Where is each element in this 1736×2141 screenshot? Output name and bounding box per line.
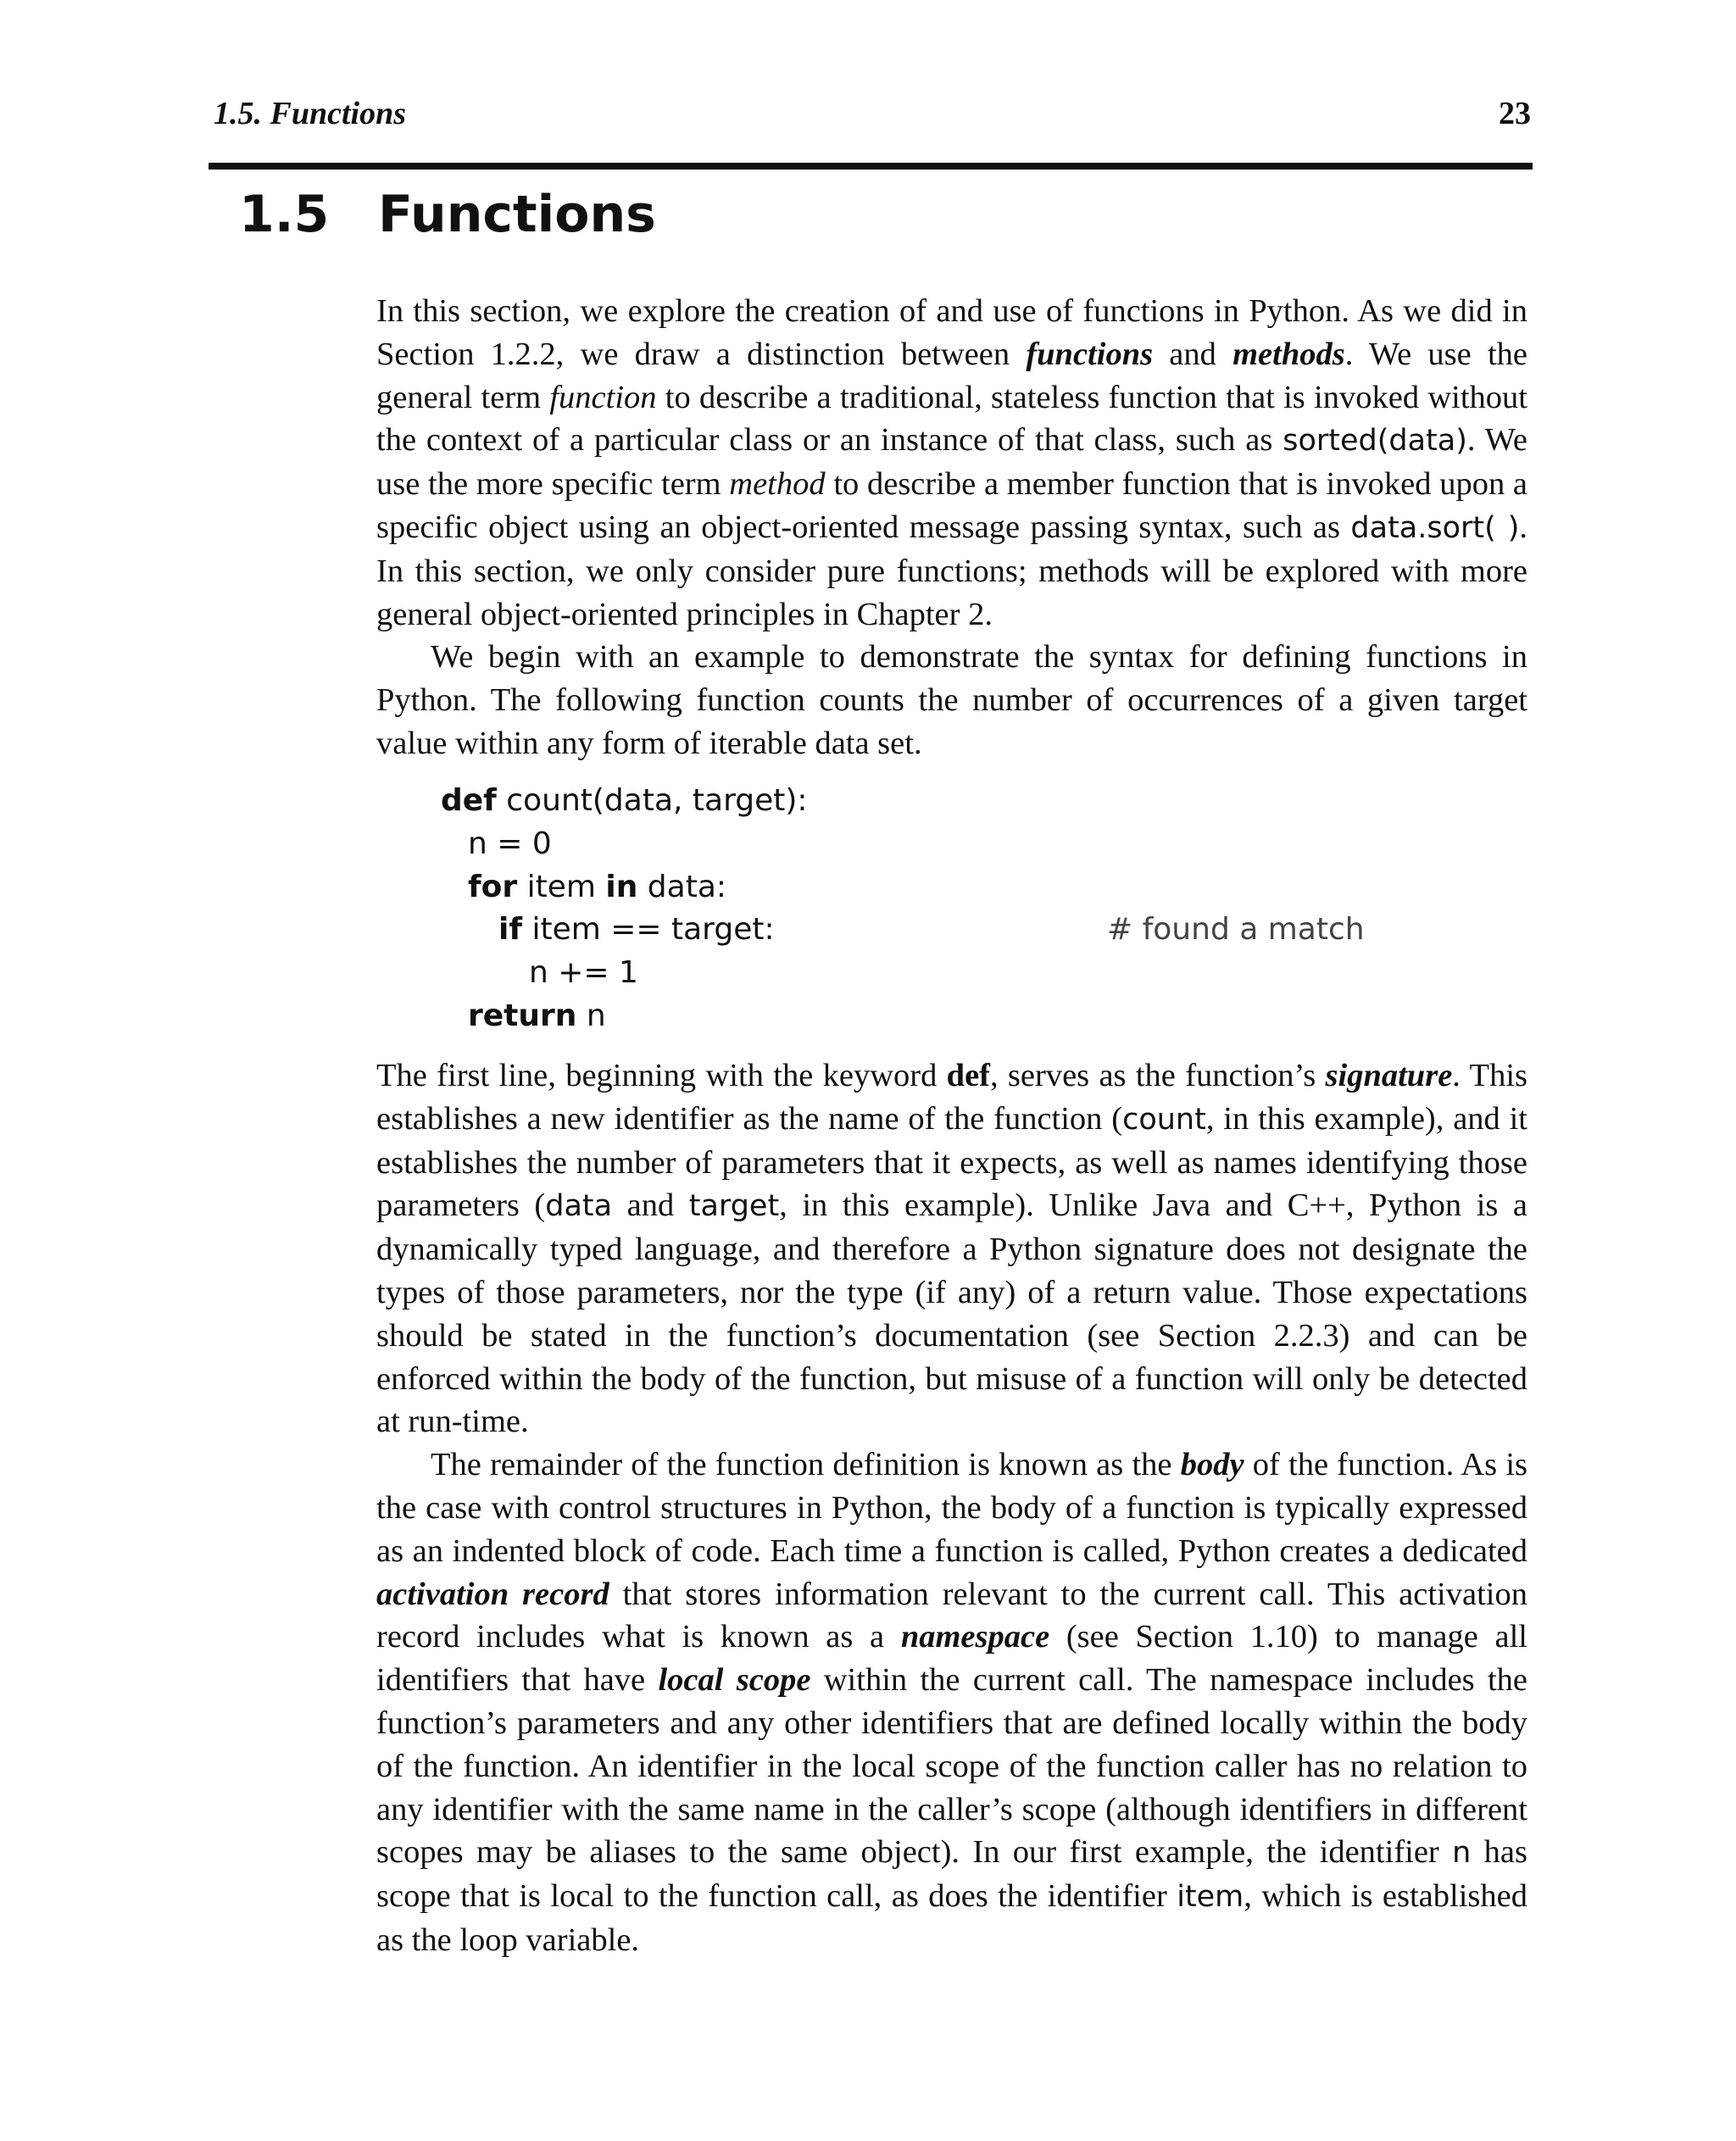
code-line-1: [441, 780, 1458, 823]
paragraph-1: [376, 290, 1527, 636]
section-number: 1.5: [239, 185, 330, 244]
code-text: count(data, target):: [496, 783, 808, 818]
code-line-5: [441, 952, 1458, 995]
text-run: The remainder of the function definition is known as the: [431, 1447, 1181, 1483]
text-run: . In this section, we only consider pure functions; methods will be explored with more general object-oriented principles in Chapter 2.: [376, 509, 1527, 632]
keyword-if: if: [498, 912, 523, 948]
term-body: body: [1180, 1447, 1244, 1483]
text-run: In this section, we explore the creation of and use of functions in Python. As we did in Section 1.2.2, we draw a distinction between: [376, 293, 1527, 372]
inline-code-data: data: [545, 1189, 613, 1224]
running-head: [214, 95, 1531, 146]
keyword-for: for: [468, 869, 518, 904]
emph-method: method: [729, 466, 826, 503]
code-text: item: [517, 869, 606, 904]
code-line-3: [441, 866, 1458, 909]
text-run: that stores information relevant to the current call. This activation record includes what is known as a: [376, 1576, 1527, 1655]
section-heading: [239, 185, 656, 244]
text-run: of the function. As is the case with control structures in Python, the body of a function is typically expressed as an indented block of code. Each time a function is called, Python creates a dedicated: [376, 1447, 1527, 1569]
inline-code-n: n: [1452, 1836, 1472, 1871]
text-run: has scope that is local to the function call, as does the identifier: [376, 1834, 1527, 1915]
section-title: Functions: [378, 185, 656, 244]
text-run: , in this example). Unlike Java and C++, Python is a dynamically typed language, and therefore a Python signature does not designate the types of those parameters, nor the type (if any) of a return value. Those expectations should be stated in the function’s documentation (see Section 2.2.3) and can be enforced within the body of the function, but misuse of a function will only be detected at run-time.: [376, 1187, 1527, 1440]
code-text: data:: [637, 869, 727, 904]
inline-code-item: item: [1177, 1880, 1244, 1915]
term-functions: functions: [1026, 336, 1154, 372]
emph-function: function: [549, 379, 657, 415]
code-text: n += 1: [529, 955, 638, 991]
term-activation-record: activation record: [376, 1576, 609, 1612]
term-methods: methods: [1232, 336, 1345, 372]
inline-code-count: count: [1122, 1102, 1206, 1137]
code-line-4: [441, 909, 1458, 952]
keyword-def: def: [441, 783, 497, 818]
code-comment: # found a match: [1107, 912, 1365, 948]
term-namespace: namespace: [900, 1619, 1050, 1655]
text-run: , which is established as the loop variable.: [376, 1878, 1527, 1958]
paragraph-2: We begin with an example to demonstrate the syntax for defining functions in Python. The following function counts the number of occurrences of a given target value within any form of iterable data set.: [376, 639, 1527, 761]
text-run: within the current call. The namespace includes the function’s parameters and any other identifiers that are defined locally within the body of the function. An identifier in the local scope of the function caller has no relation to any identifier with the same name in the caller’s scope (although identifiers in different scopes may be aliases to the same object). In our first example, the identifier: [376, 1662, 1528, 1871]
code-listing: [441, 780, 1458, 1038]
text-run: to describe a traditional, stateless function that is invoked without the context of a particular class or an instance of that class, such as: [376, 379, 1527, 459]
text-run: . We use the general term: [376, 336, 1527, 415]
term-signature: signature: [1325, 1058, 1453, 1093]
page-number: 23: [1499, 96, 1531, 131]
text-run: to describe a member function that is invoked upon a specific object using an object-oriented message passing syntax, such as: [376, 466, 1527, 545]
text-run: (see Section 1.10) to manage all identifiers that have: [376, 1619, 1527, 1699]
intro-text: [376, 290, 1527, 765]
text-run: and: [1153, 336, 1233, 372]
explanation-text: [376, 1054, 1527, 1962]
text-run: . We use the more specific term: [376, 422, 1527, 503]
text-run: and: [612, 1187, 689, 1224]
code-text: item == target:: [522, 912, 775, 948]
keyword-return: return: [468, 998, 577, 1033]
code-text: n: [576, 998, 606, 1033]
text-run: , in this example), and it establishes the number of parameters that it expects, as well as names identifying those parameters (: [376, 1100, 1527, 1224]
paragraph-4: [376, 1443, 1527, 1962]
term-local-scope: local scope: [658, 1662, 811, 1699]
code-line-6: [441, 995, 1458, 1038]
header-rule: [209, 163, 1533, 170]
inline-code-sorted: sorted(data): [1283, 424, 1467, 459]
text-run: , serves as the function’s: [989, 1058, 1326, 1093]
running-head-title: 1.5. Functions: [214, 96, 407, 131]
inline-code-target: target: [688, 1189, 780, 1224]
code-line-2: [441, 823, 1458, 866]
text-run: . This establishes a new identifier as the name of the function (: [376, 1058, 1527, 1137]
keyword-def-inline: def: [946, 1058, 990, 1093]
inline-code-data-sort: data.sort( ): [1350, 510, 1520, 545]
code-text: n = 0: [468, 826, 552, 861]
text-run: The first line, beginning with the keyword: [376, 1058, 947, 1093]
paragraph-3: [376, 1054, 1527, 1443]
keyword-in: in: [605, 869, 638, 904]
